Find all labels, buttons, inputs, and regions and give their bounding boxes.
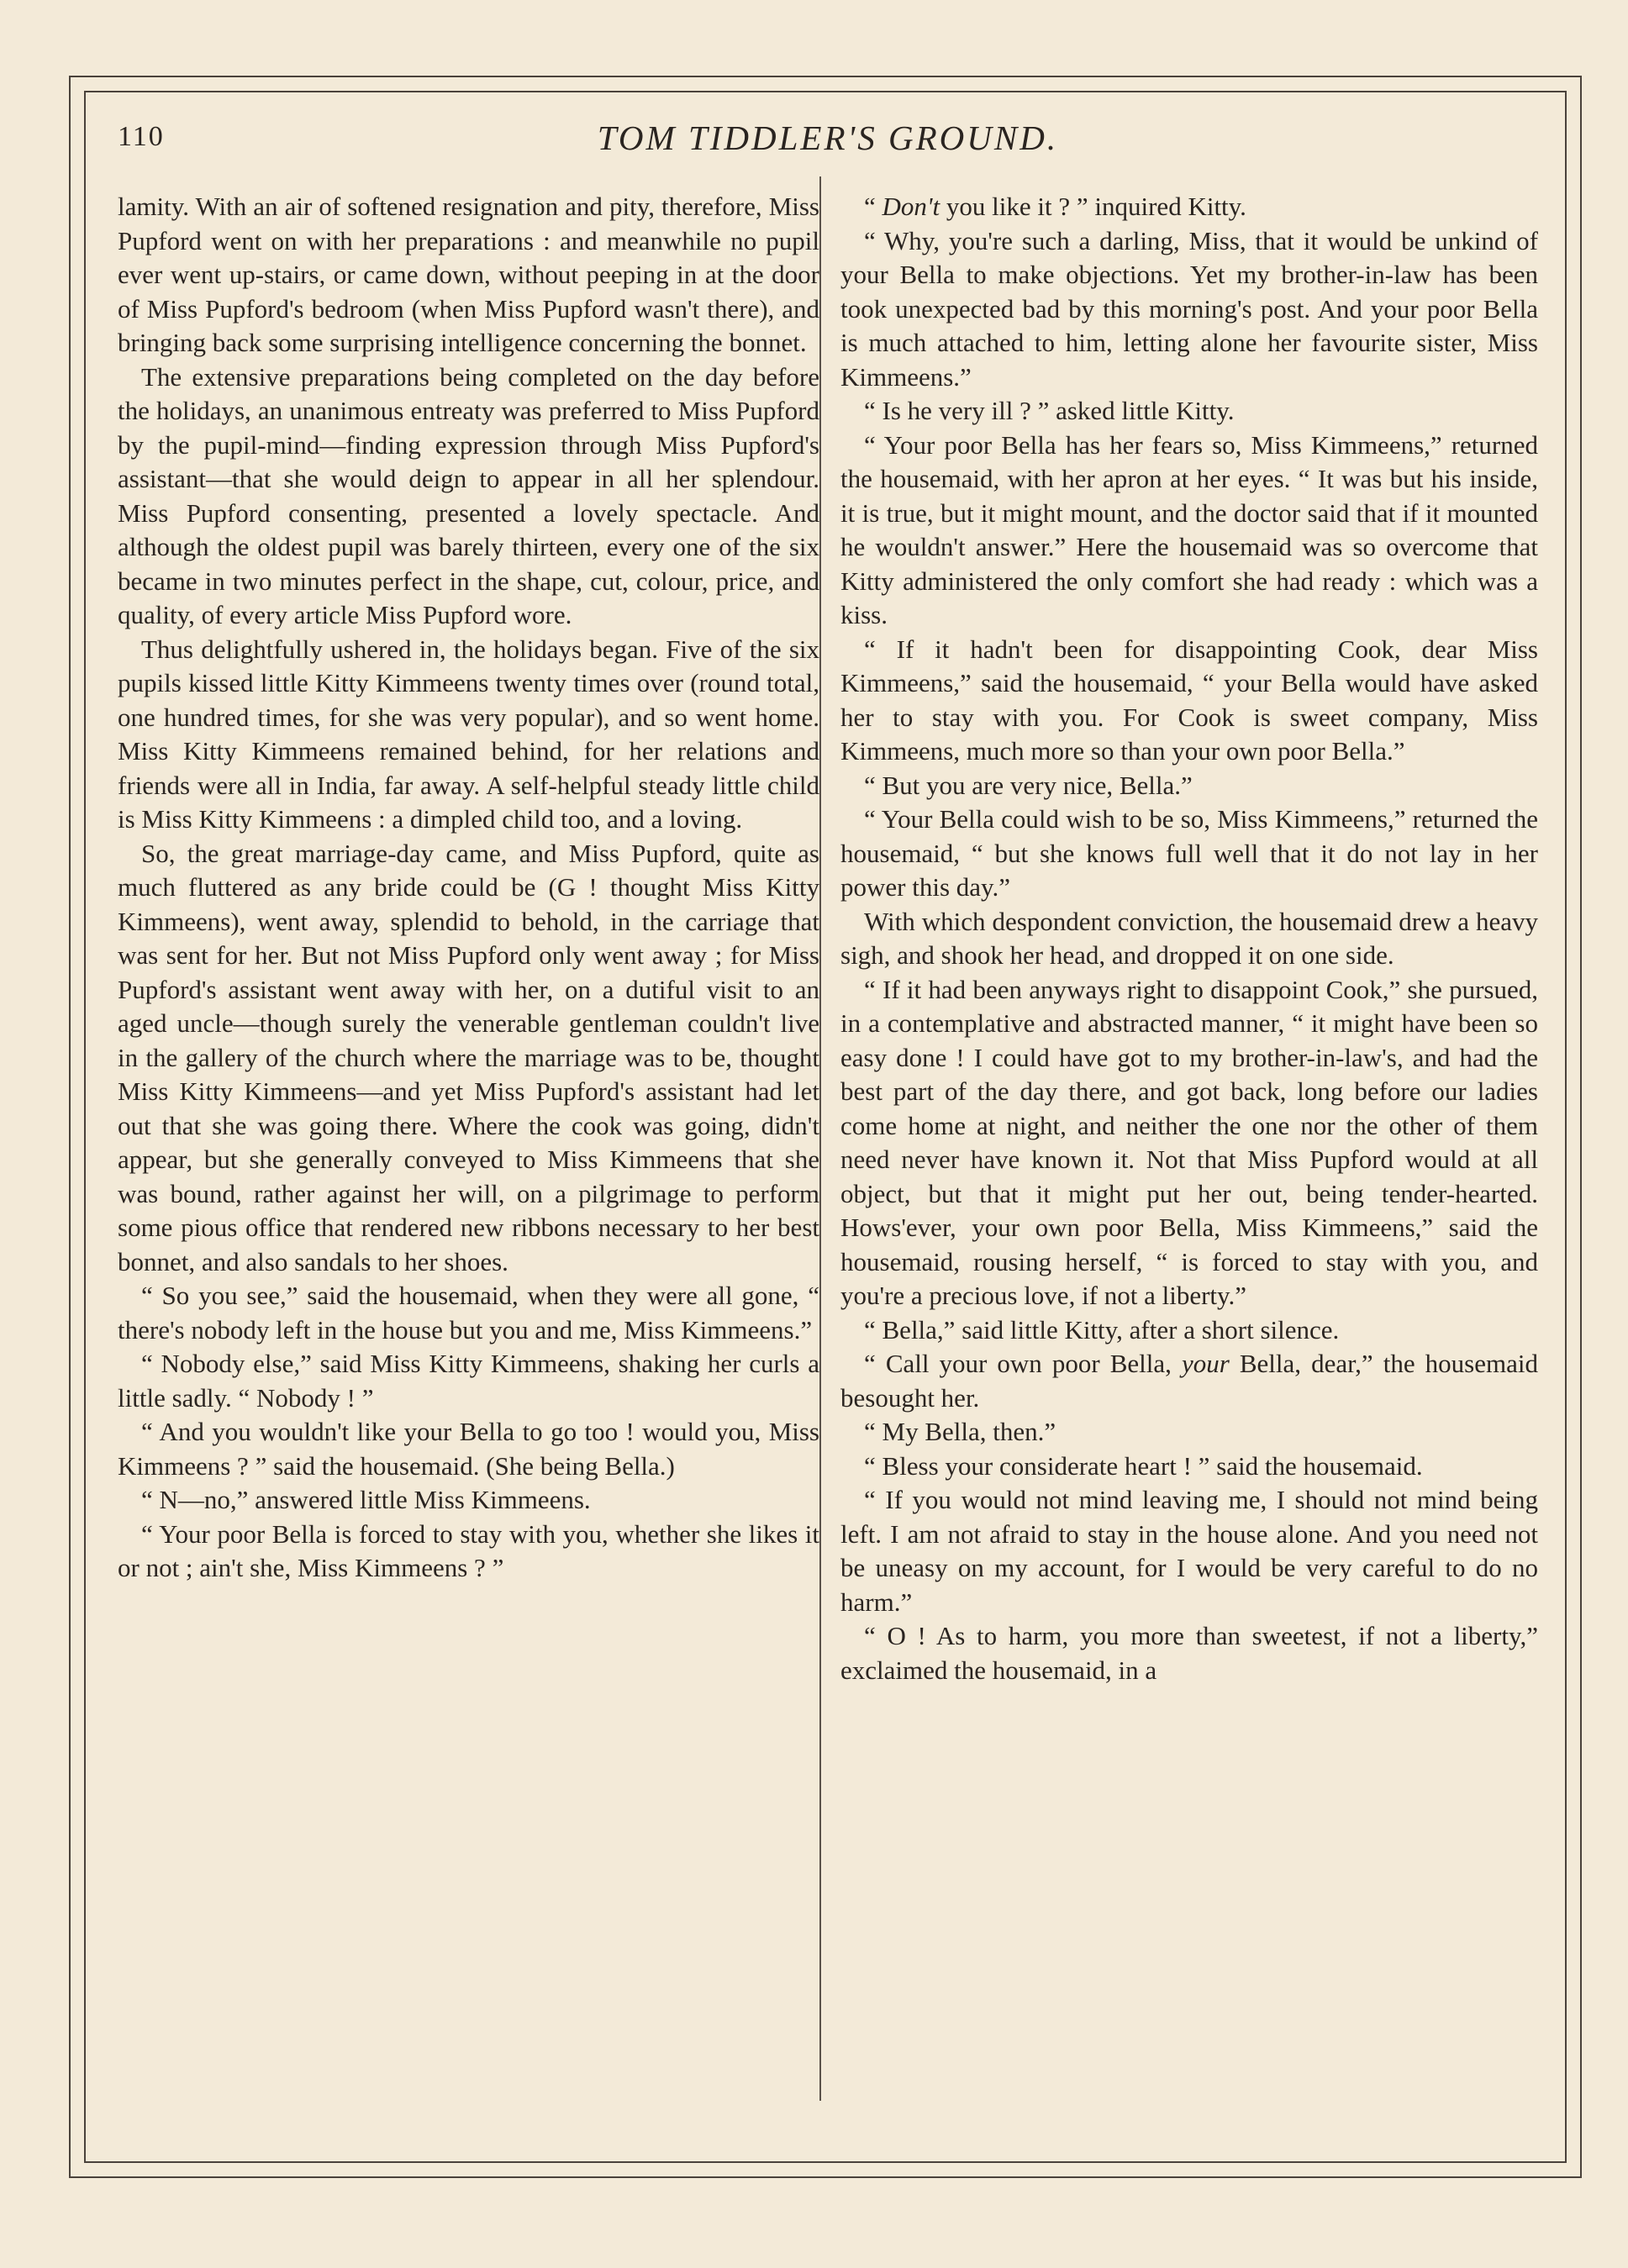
- paragraph: “ Bella,” said little Kitty, after a short silence.: [864, 1314, 1340, 1344]
- paragraph: “ Your poor Bella is forced to stay with you, whether she likes it or not ; ain't she, Miss Kimmeens ? ”: [118, 1518, 819, 1582]
- left-column: [118, 190, 819, 2131]
- paragraph: “ Your Bella could wish to be so, Miss Kimmeens,” returned the housemaid, “ but she knows full well that it do not lay in her power this day.”: [840, 804, 1538, 902]
- italic-text: your: [1181, 1349, 1230, 1378]
- paragraph: lamity. With an air of softened resignation and pity, therefore, Miss Pupford went on with her preparations : and meanwhile no pupil ever went up-stairs, or came down, without peeping in at the door of Miss Pupford's bedroom (when Miss Pupford wasn't there), and bringing back some surprising intelligence concerning the bonnet.: [118, 192, 819, 357]
- paragraph: The extensive preparations being completed on the day before the holidays, an unanimous entreaty was preferred to Miss Pupford by the pupil-mind—finding expression through Miss Pupford's assistant—that she would deign to appear in all her splendour. Miss Pupford consenting, presented a lovely spectacle. And although the oldest pupil was barely thirteen, every one of the six became in two minutes perfect in the shape, cut, colour, price, and quality, of every article Miss Pupford wore.: [118, 361, 819, 629]
- paragraph: “ N—no,” answered little Miss Kimmeens.: [141, 1485, 591, 1514]
- paragraph: “ But you are very nice, Bella.”: [864, 770, 1193, 800]
- paragraph: “ So you see,” said the housemaid, when they were all gone, “ there's nobody left in the house but you and me, Miss Kimmeens.”: [118, 1281, 819, 1344]
- page-number: 110: [118, 121, 165, 152]
- paragraph: “ Is he very ill ? ” asked little Kitty.: [864, 396, 1235, 425]
- paragraph: “ Don't you like it ? ” inquired Kitty.: [864, 192, 1246, 221]
- paragraph: Thus delightfully ushered in, the holidays began. Five of the six pupils kissed little Kitty Kimmeens twenty times over (round total, one hundred times, for she was very popular), and so went home. Miss Kitty Kimmeens remained behind, for her relations and friends were all in India, far away. A self-helpful steady little child is Miss Kitty Kimmeens : a dimpled child too, and a loving.: [118, 634, 819, 834]
- paragraph: “ O ! As to harm, you more than sweetest, if not a liberty,” exclaimed the housemaid, in a: [840, 1621, 1538, 1685]
- page-header: [118, 111, 1538, 170]
- paragraph: “ If it had been anyways right to disappoint Cook,” she pursued, in a contemplative and abstracted manner, “ it might have been so easy done ! I could have got to my brother-in-law's, and had the best part of the day there, and got back, long before our ladies come home at night, and neither the one nor the other of them need never have known it. Not that Miss Pupford would at all object, but that it might put her out, being tender-hearted. Hows'ever, your own poor Bella, Miss Kimmeens,” said the housemaid, rousing herself, “ is forced to stay with you, and you're a precious love, if not a liberty.”: [840, 974, 1538, 1310]
- text-run: Bella, dear,” the housemaid besought her.: [840, 1349, 1538, 1413]
- column-divider: [819, 176, 821, 2101]
- paragraph: “ Why, you're such a darling, Miss, that it would be unkind of your Bella to make objections. Yet my brother-in-law has been took unexpected bad by this morning's post. And your poor Bella is much attached to him, letting alone her favourite sister, Miss Kimmeens.”: [840, 225, 1538, 392]
- paragraph: “ Bless your considerate heart ! ” said the housemaid.: [864, 1450, 1423, 1481]
- italic-text: Don't: [882, 192, 940, 221]
- running-title: TOM TIDDLER'S GROUND.: [597, 118, 1059, 157]
- paragraph: So, the great marriage-day came, and Miss Pupford, quite as much fluttered as any bride could be (G ! thought Miss Kitty Kimmeens), went away, splendid to behold, in the carriage that was sent for her. But not Miss Pupford only went away ; for Miss Pupford's assistant went away with her, on a dutiful visit to an aged uncle—though surely the venerable gentleman couldn't live in the gallery of the church where the marriage was to be, thought Miss Kitty Kimmeens—and yet Miss Pupford's assistant had let out that she was going there. Where the cook was going, didn't appear, but she generally conveyed to Miss Kimmeens that she was bound, rather against her will, on a pilgrimage to perform some pious office that rendered new ribbons necessary to her best bonnet, and also sandals to her shoes.: [118, 838, 819, 1276]
- paragraph: “ And you wouldn't like your Bella to go too ! would you, Miss Kimmeens ? ” said the housemaid. (She being Bella.): [118, 1417, 819, 1481]
- paragraph: “ My Bella, then.”: [864, 1417, 1056, 1446]
- paragraph: “ Nobody else,” said Miss Kitty Kimmeens, shaking her curls a little sadly. “ Nobody ! ”: [118, 1349, 819, 1413]
- text-run: you like it ? ” inquired Kitty.: [940, 192, 1246, 221]
- text-run: “ Call your own poor Bella,: [864, 1349, 1182, 1378]
- paragraph: “ Your poor Bella has her fears so, Miss Kimmeens,” returned the housemaid, with her apron at her eyes. “ It was but his inside, it is true, but it might mount, and the doctor said that if it mounted he wouldn't answer.” Here the housemaid was so overcome that Kitty administered the only comfort she had ready : which was a kiss.: [840, 429, 1538, 629]
- paragraph: With which despondent conviction, the housemaid drew a heavy sigh, and shook her head, and dropped it on one side.: [840, 906, 1538, 970]
- paragraph: “ If you would not mind leaving me, I should not mind being left. I am not afraid to stay in the house alone. And you need not be uneasy on my account, for I would be very careful to do no harm.”: [840, 1485, 1538, 1617]
- right-column: [840, 190, 1538, 2131]
- paragraph: [840, 1347, 1538, 1415]
- paragraph: “ If it hadn't been for disappointing Cook, dear Miss Kimmeens,” said the housemaid, “ your Bella would have asked her to stay with you. For Cook is sweet company, Miss Kimmeens, much more so than your own poor Bella.”: [840, 634, 1538, 766]
